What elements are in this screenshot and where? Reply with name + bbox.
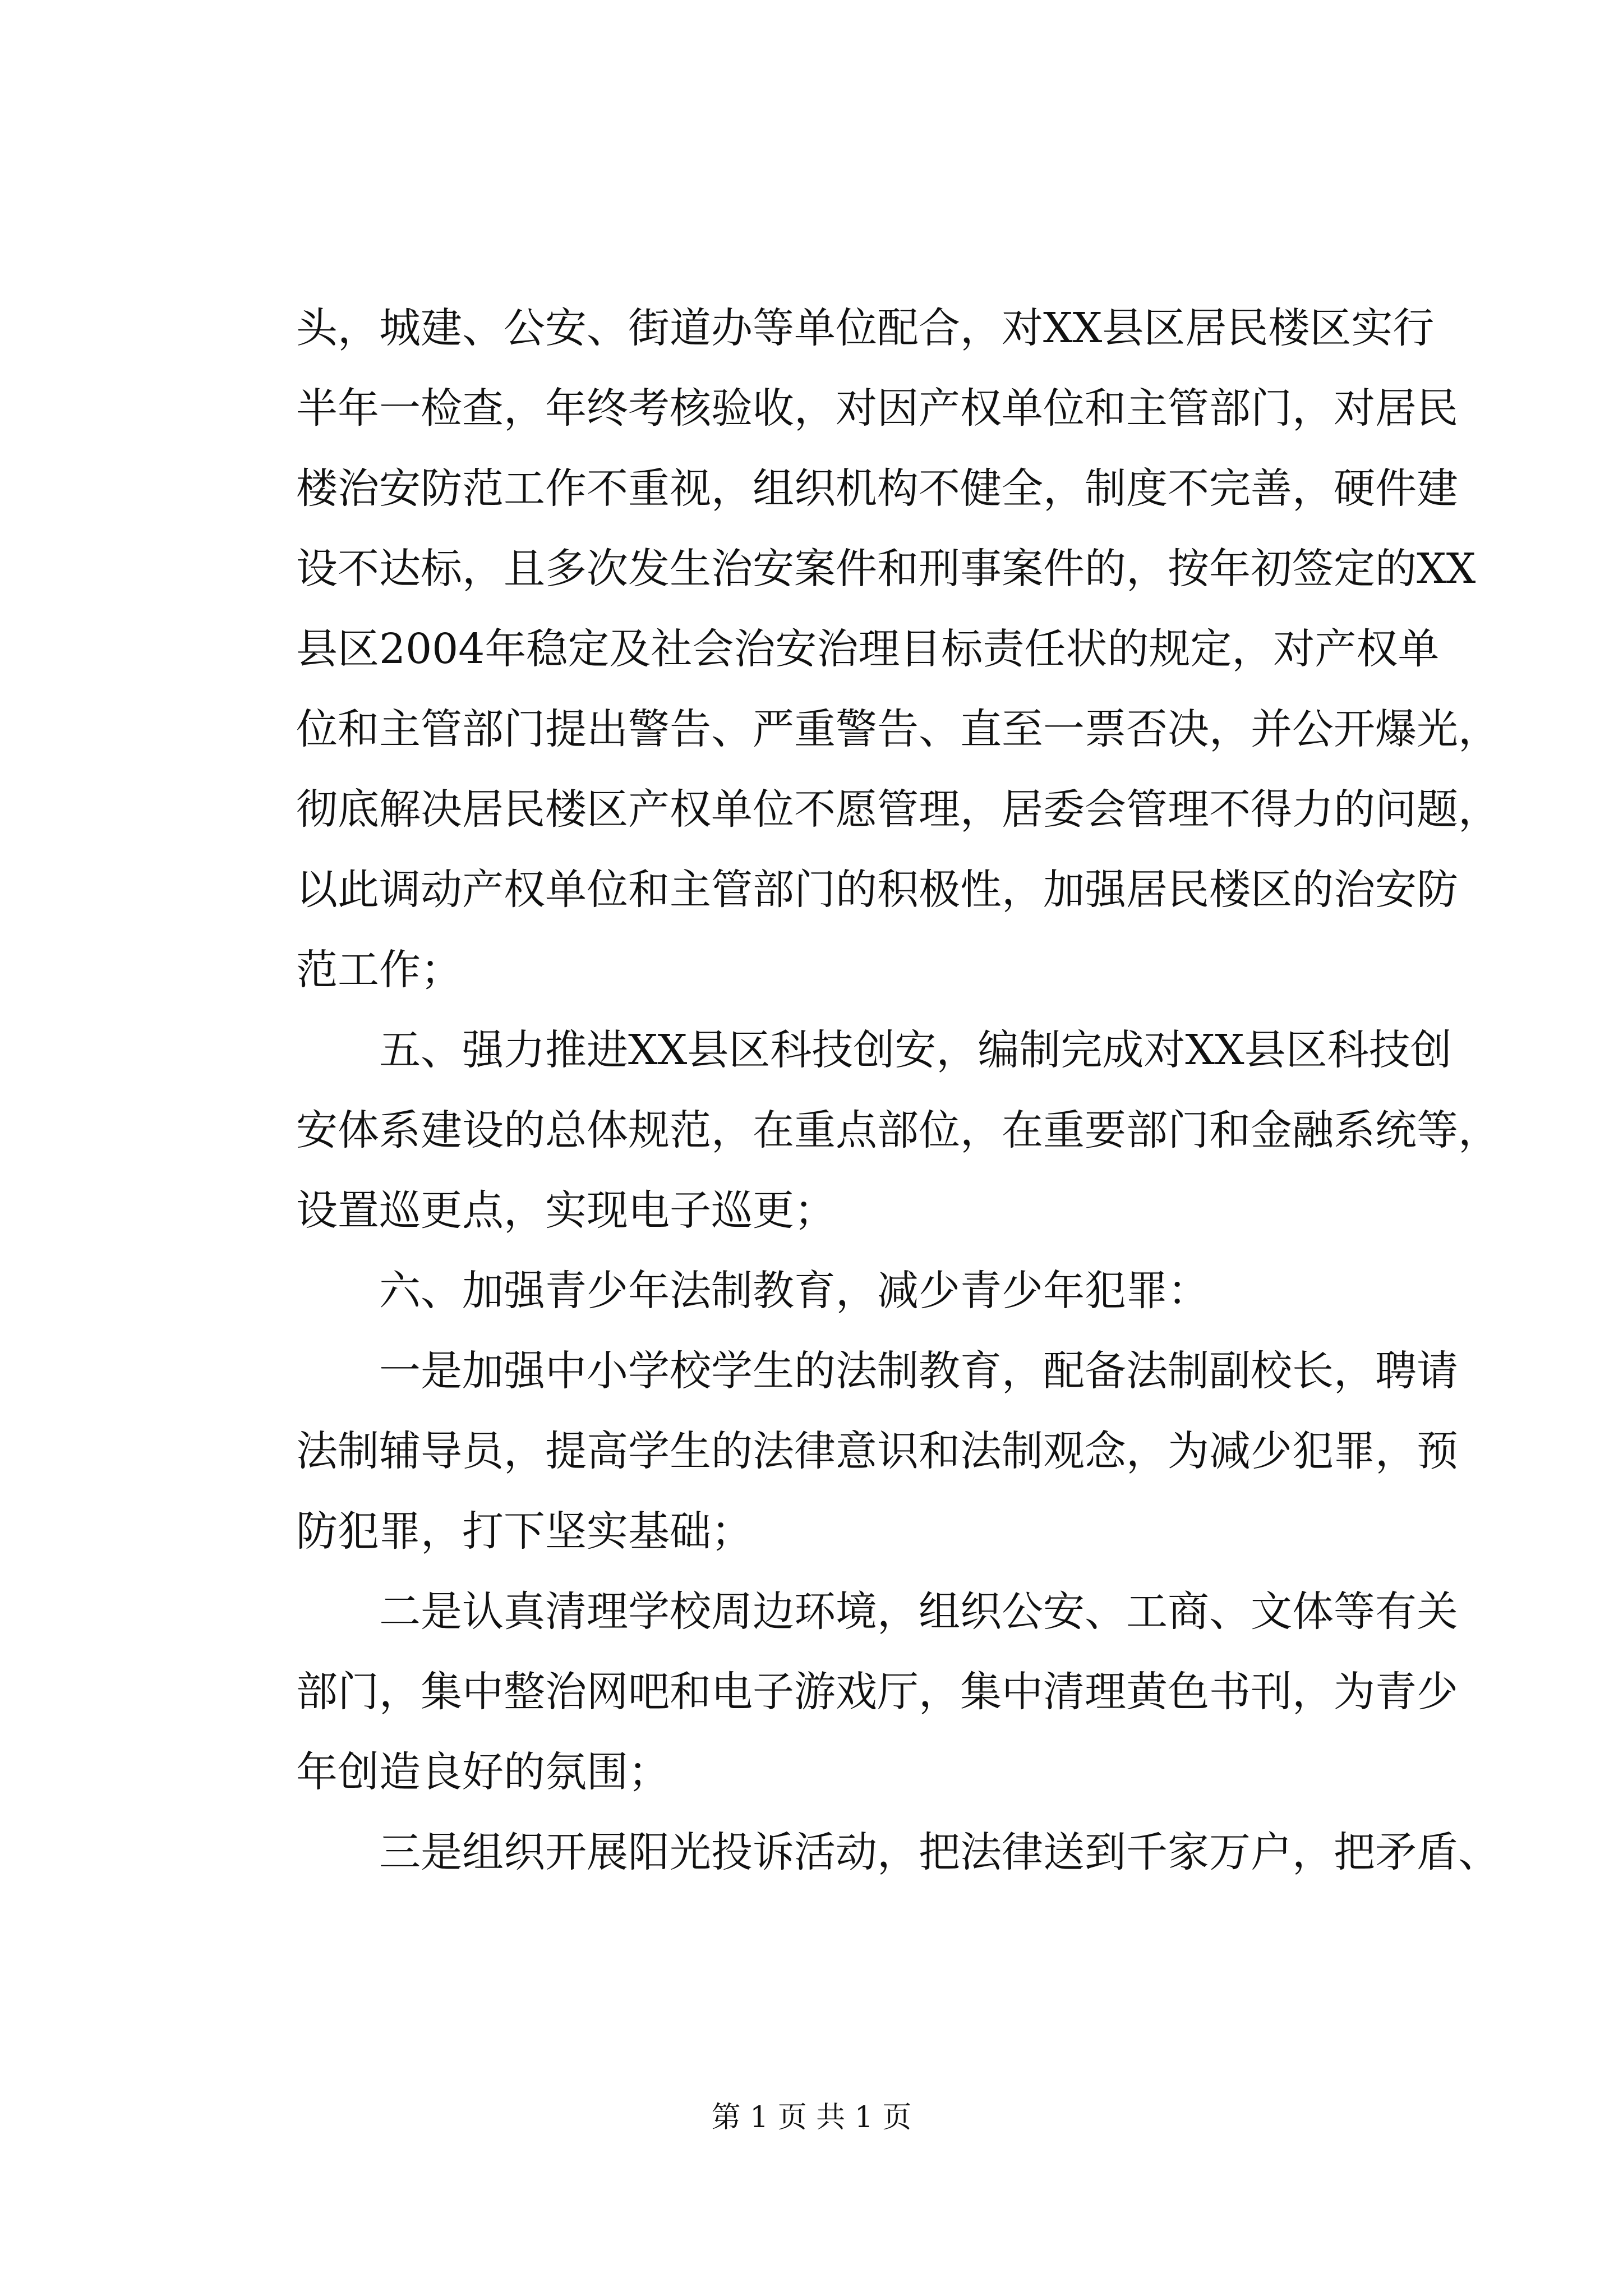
text-line: 五、强力推进XX县区科技创安，编制完成对XX县区科技创 xyxy=(296,1026,1452,1074)
text-line: 以此调动产权单位和主管部门的积极性，加强居民楼区的治安防 xyxy=(296,866,1458,914)
text-line: 范工作； xyxy=(296,946,462,994)
text-line: 三是组织开展阳光投诉活动，把法律送到千家万户，把矛盾、 xyxy=(296,1828,1500,1876)
text-line: 安体系建设的总体规范，在重点部位，在重要部门和金融系统等， xyxy=(296,1106,1500,1154)
text-line: 设置巡更点，实现电子巡更； xyxy=(296,1186,836,1235)
text-line: 县区2004年稳定及社会治安治理目标责任状的规定，对产权单 xyxy=(296,625,1440,673)
text-line: 一是加强中小学校学生的法制教育，配备法制副校长，聘请 xyxy=(296,1347,1458,1395)
text-line: 防犯罪，打下坚实基础； xyxy=(296,1507,753,1556)
text-line: 楼治安防范工作不重视，组织机构不健全，制度不完善，硬件建 xyxy=(296,464,1458,513)
page-footer xyxy=(0,2098,1623,2137)
page-number-label: 第 1 页 共 1 页 xyxy=(711,2101,912,2134)
text-line: 法制辅导员，提高学生的法律意识和法制观念，为减少犯罪，预 xyxy=(296,1427,1458,1475)
text-line: 六、加强青少年法制教育，减少青少年犯罪： xyxy=(296,1267,1209,1315)
text-line: 年创造良好的氛围； xyxy=(296,1748,670,1796)
text-line: 半年一检查，年终考核验收，对因产权单位和主管部门，对居民 xyxy=(296,384,1458,432)
text-line: 位和主管部门提出警告、严重警告、直至一票否决，并公开爆光， xyxy=(296,705,1500,753)
body-text xyxy=(296,288,1500,1893)
text-line: 彻底解决居民楼区产权单位不愿管理，居委会管理不得力的问题， xyxy=(296,785,1500,834)
text-line: 部门，集中整治网吧和电子游戏厅，集中清理黄色书刊，为青少 xyxy=(296,1668,1458,1716)
text-line: 头，城建、公安、街道办等单位配合，对XX县区居民楼区实行 xyxy=(296,304,1435,352)
text-line: 二是认真清理学校周边环境，组织公安、工商、文体等有关 xyxy=(296,1588,1458,1636)
text-line: 设不达标，且多次发生治安案件和刑事案件的，按年初签定的XX xyxy=(296,545,1476,593)
